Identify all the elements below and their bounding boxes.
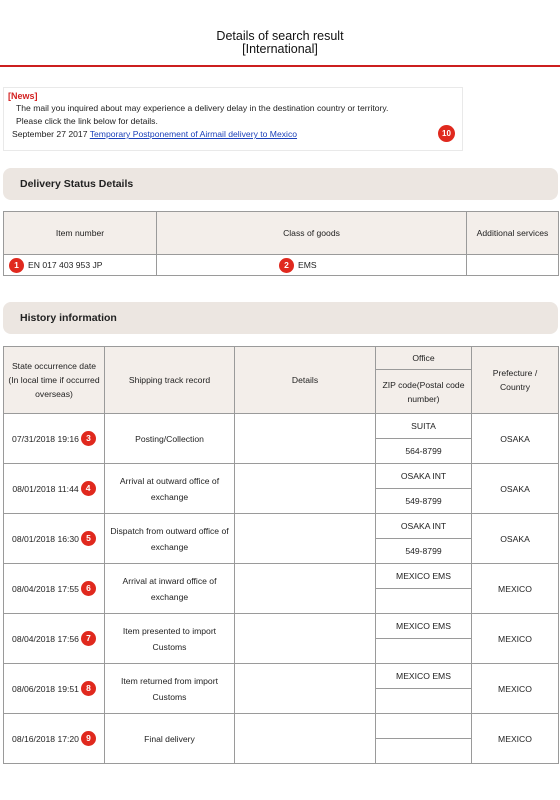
record-value: Final delivery xyxy=(144,733,195,744)
column-header-prefecture: Prefecture / Country xyxy=(472,347,559,414)
prefecture-cell: OSAKA xyxy=(472,464,559,514)
zip-cell xyxy=(376,689,472,714)
record-value: Posting/Collection xyxy=(135,433,204,444)
history-table xyxy=(3,346,559,764)
item-number-cell xyxy=(4,255,157,276)
item-number-value: EN 017 403 953 JP xyxy=(28,259,103,270)
details-cell xyxy=(235,564,376,614)
record-cell xyxy=(105,564,235,614)
news-text-line2: Please click the link below for details. xyxy=(16,116,158,126)
annotation-badge: 5 xyxy=(81,531,96,546)
column-header-additional-services: Additional services xyxy=(467,212,559,255)
date-cell xyxy=(4,664,105,714)
annotation-badge: 3 xyxy=(81,431,96,446)
record-cell xyxy=(105,464,235,514)
office-cell: OSAKA INT xyxy=(376,464,472,489)
date-value: 08/01/2018 11:44 xyxy=(12,483,79,494)
details-cell xyxy=(235,664,376,714)
column-header-class-of-goods: Class of goods xyxy=(157,212,467,255)
record-value: Dispatch from outward office of exchange xyxy=(110,525,229,552)
table-row xyxy=(4,255,559,276)
date-cell xyxy=(4,564,105,614)
office-cell xyxy=(376,714,472,739)
news-tag: [News] xyxy=(8,91,38,101)
news-date: September 27 2017 xyxy=(12,129,88,139)
date-value: 08/04/2018 17:55 xyxy=(12,583,79,594)
news-text-line1: The mail you inquired about may experience a delivery delay in the destination country or territory. xyxy=(16,103,389,113)
prefecture-cell: OSAKA xyxy=(472,414,559,464)
column-header-zip: ZIP code(Postal code number) xyxy=(376,370,472,414)
annotation-badge: 9 xyxy=(81,731,96,746)
annotation-badge-1: 1 xyxy=(9,258,24,273)
page-title: Details of search result xyxy=(216,29,344,43)
zip-cell xyxy=(376,639,472,664)
table-header-row xyxy=(4,347,559,370)
additional-services-cell xyxy=(467,255,559,276)
date-value: 08/04/2018 17:56 xyxy=(12,633,79,644)
column-header-office: Office xyxy=(376,347,472,370)
date-value: 08/01/2018 16:30 xyxy=(12,533,79,544)
date-value: 08/06/2018 19:51 xyxy=(12,683,79,694)
prefecture-cell: MEXICO xyxy=(472,664,559,714)
page-header xyxy=(0,0,560,67)
table-row xyxy=(4,414,559,439)
record-cell xyxy=(105,714,235,764)
record-cell xyxy=(105,514,235,564)
record-value: Arrival at outward office of exchange xyxy=(119,475,220,502)
details-cell xyxy=(235,614,376,664)
news-date-line xyxy=(8,128,458,141)
details-cell xyxy=(235,414,376,464)
date-cell xyxy=(4,514,105,564)
record-cell xyxy=(105,614,235,664)
prefecture-cell: MEXICO xyxy=(472,614,559,664)
table-header-row xyxy=(4,212,559,255)
record-value: Item returned from import Customs xyxy=(121,675,218,702)
date-value: 08/16/2018 17:20 xyxy=(12,733,79,744)
office-cell: MEXICO EMS xyxy=(376,564,472,589)
zip-cell xyxy=(376,739,472,764)
history-rows xyxy=(4,414,559,764)
details-cell xyxy=(235,514,376,564)
record-cell xyxy=(105,664,235,714)
class-of-goods-value: EMS xyxy=(298,259,317,270)
date-cell xyxy=(4,714,105,764)
zip-cell: 564-8799 xyxy=(376,439,472,464)
history-heading: History information xyxy=(3,302,558,334)
annotation-badge: 7 xyxy=(81,631,96,646)
table-row xyxy=(4,614,559,639)
page-subtitle: [International] xyxy=(242,42,318,56)
annotation-badge: 8 xyxy=(81,681,96,696)
date-cell xyxy=(4,464,105,514)
record-value: Item presented to import Customs xyxy=(122,625,217,652)
zip-cell xyxy=(376,589,472,614)
date-cell xyxy=(4,614,105,664)
office-cell: MEXICO EMS xyxy=(376,614,472,639)
zip-cell: 549-8799 xyxy=(376,489,472,514)
annotation-badge: 6 xyxy=(81,581,96,596)
annotation-badge: 4 xyxy=(81,481,96,496)
date-cell xyxy=(4,414,105,464)
table-row xyxy=(4,514,559,539)
date-value: 07/31/2018 19:16 xyxy=(12,433,79,444)
column-header-item-number: Item number xyxy=(4,212,157,255)
prefecture-cell: OSAKA xyxy=(472,514,559,564)
details-cell xyxy=(235,714,376,764)
office-cell: MEXICO EMS xyxy=(376,664,472,689)
zip-cell: 549-8799 xyxy=(376,539,472,564)
column-header-details: Details xyxy=(235,347,376,414)
column-header-record: Shipping track record xyxy=(105,347,235,414)
table-row xyxy=(4,664,559,689)
office-cell: OSAKA INT xyxy=(376,514,472,539)
table-row xyxy=(4,564,559,589)
record-value: Arrival at inward office of exchange xyxy=(122,575,217,602)
news-box xyxy=(3,87,463,151)
details-cell xyxy=(235,464,376,514)
annotation-badge-2: 2 xyxy=(279,258,294,273)
class-of-goods-cell xyxy=(157,255,467,276)
office-cell: SUITA xyxy=(376,414,472,439)
record-cell xyxy=(105,414,235,464)
table-row xyxy=(4,464,559,489)
delivery-status-heading: Delivery Status Details xyxy=(3,168,558,200)
prefecture-cell: MEXICO xyxy=(472,714,559,764)
column-header-date: State occurrence date (In local time if occurred overseas) xyxy=(4,347,105,414)
news-link[interactable]: Temporary Postponement of Airmail delivery to Mexico xyxy=(89,129,298,139)
delivery-status-table xyxy=(3,211,559,276)
table-row xyxy=(4,714,559,739)
prefecture-cell: MEXICO xyxy=(472,564,559,614)
annotation-badge-10: 10 xyxy=(438,125,455,142)
